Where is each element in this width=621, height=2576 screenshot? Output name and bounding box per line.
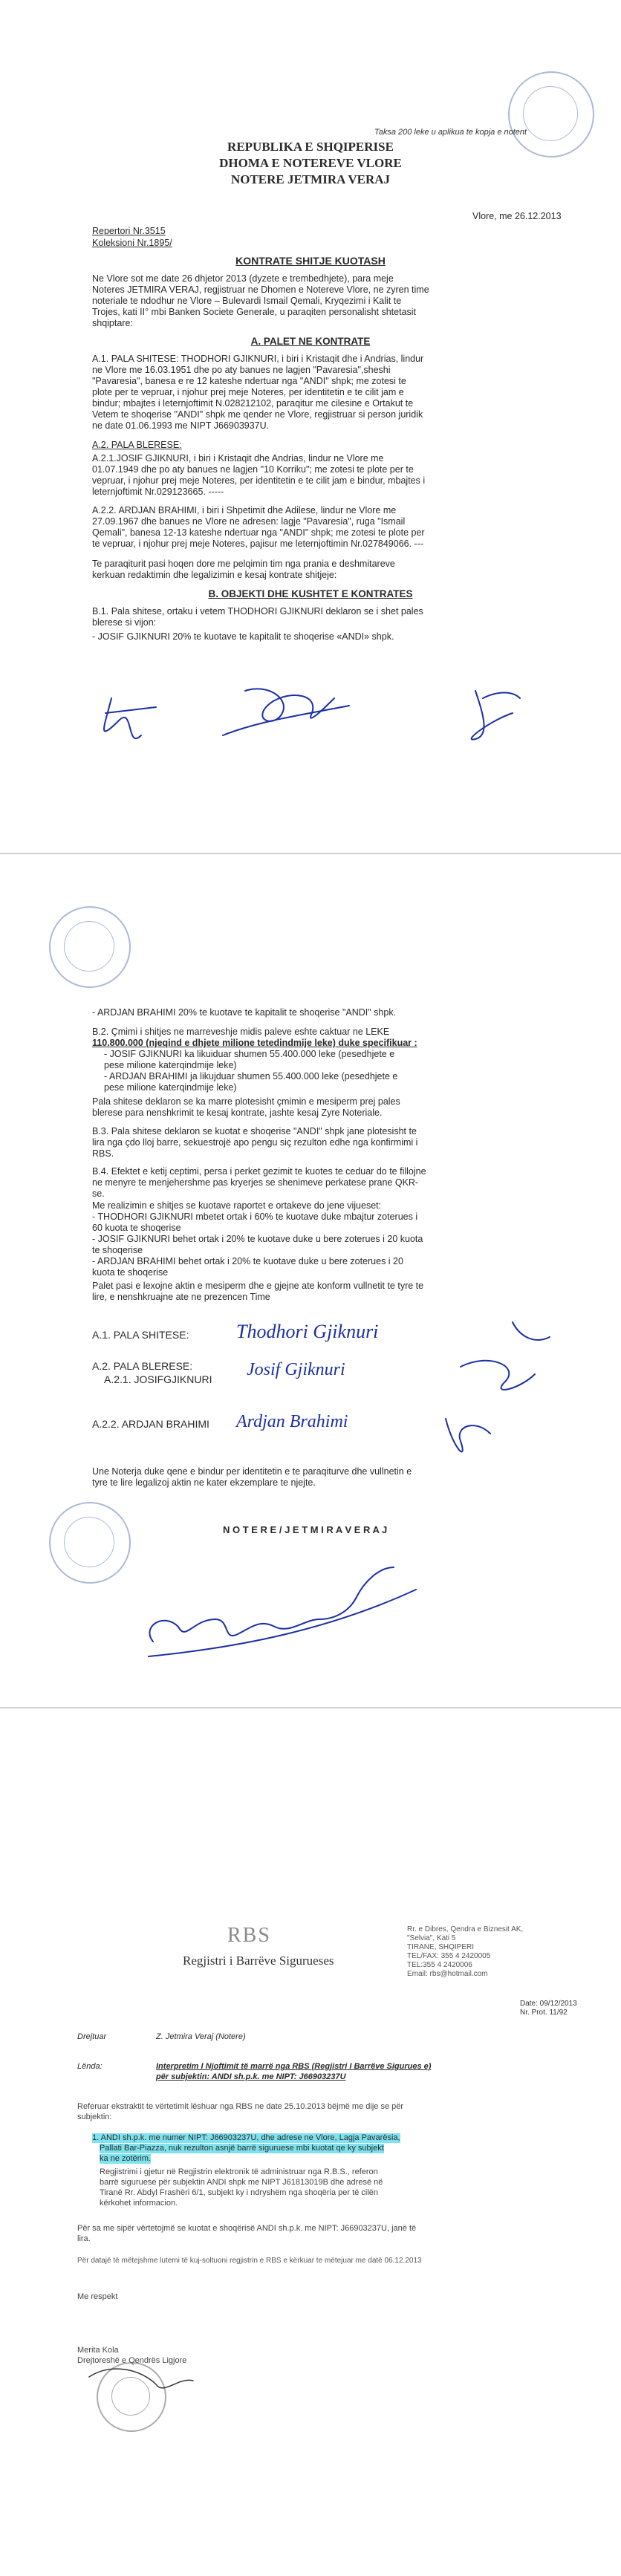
signatures-page-1 xyxy=(0,669,621,758)
sign-label-buyer: A.2. PALA BLERESE: xyxy=(92,1360,193,1372)
letter-date: Date: 09/12/2013 xyxy=(520,2000,577,2008)
contract-title: KONTRATE SHITJE KUOTASH xyxy=(235,255,386,267)
signature-name-josif: Josif Gjiknuri xyxy=(247,1360,345,1379)
section-a-heading: A. PALET NE KONTRATE xyxy=(250,336,371,347)
notary-stamp-inner xyxy=(523,86,578,141)
header-line-2: DHOMA E NOTEREVE VLORE xyxy=(219,156,402,170)
signature-page-3 xyxy=(0,1708,621,2576)
subject-label: Lënda: xyxy=(77,2062,103,2071)
section-b-heading: B. OBJEKTI DHE KUSHTET E KONTRATES xyxy=(208,588,413,599)
notary-footer: N O T E R E / J E T M I R A V E R A J xyxy=(223,1524,388,1535)
document-page-3: RBS Regjistri i Barrëve Sigurueses Rr. e Dibres, Qendra e Biznesit AK, "Selvia", Kati 5 TIRANE, SHQIPERI TEL/FAX: 355 4 2420005 TEL:355 4 2420006 Email: rbs@hotmail.com Date: 09/12/2013 Nr. Prot. 11/92 Drejtuar Z. Jetmira Veraj (Notere) Lënda: Interpretim I Njoftimit të marrë nga RBS (Regjistri I Barrëve Sigurues e) për subjektin: ANDI sh.p.k. me NIPT: J66903237U Referuar ekstraktit te vërtetimit lëshuar nga RBS ne date 25.10.2013 bëjmë me dije se për subjektin: 1. ANDI sh.p.k. me numer NIPT: J66903237U, dhe adrese ne Vlore, Lagja Pavarësia, Pallati Bar-Piazza, nuk rezulton asnjë barrë siguruese mbi kuotat qe ky subjekt ka ne zotërim. Regjistrimi i gjetur në Regjistrin elektronik të administruar nga R.B.S., referon barrë siguruese për subjektin ANDI shpk me NIPT J61813019B dhe adresë në Tiranë Rr. Abdyl Frashëri 6/1, subjekt ky i ndryshëm nga shoqëria per të cilën kërkohet informacion. Për sa me sipër vërtetojmë se kuotat e shoqërisë ANDI sh.p.k. me NIPT: J66903237U, janë të lira. Për datajë të mëtejshme lutemi të kuj-soltuoni regjistrin e RBS e kërkuar te mëtejuar me datë 06.12.2013 Me respekt Merita Kola Drejtoreshë e Qendrës Ligjore xyxy=(0,1708,621,2576)
rbs-logo-text: RBS xyxy=(227,1924,271,1947)
signer-name: Merita Kola xyxy=(77,2346,119,2355)
rbs-name: Regjistri i Barrëve Sigurueses xyxy=(183,1954,334,1968)
header-line-3: NOTERE JETMIRA VERAJ xyxy=(230,172,391,186)
document-page-1: Taksa 200 leke u aplikua te kopja e notent REPUBLIKA E SHQIPERISE DHOMA E NOTEREVE VLORE NOTERE JETMIRA VERAJ Vlore, me 26.12.2013 Repertori Nr.3515 Koleksioni Nr.1895/ KONTRATE SHITJE KUOTASH Ne Vlore sot me date 26 dhjetor 2013 (dyzete e trembedhjete), para meje Noteres JETMIRA VERAJ, regjistruar ne Dhomen e Notereve Vlore, ne zyren time noteriale te ndodhur ne Vlore – Bulevardi Ismail Qemali, Kryqezimi i Kalit te Trojes, kati II° mbi Banken Societe Generale, u paraqiten personalisht shtetasit shqiptare: A. PALET NE KONTRATE A.1. PALA SHITESE: THODHORI GJIKNURI, i biri i Kristaqit dhe i Andrias, lindur ne Vlore me 16.03.1951 dhe po aty banues ne lagjen "Pavaresia",sheshi "Pavaresia", banesa e re 12 kateshe ndertuar nga "ANDI" shpk; me zotesi te plote per te vepruar, i njohur prej meje Noteres, per identitetin e te cilit jam e bindur; mbajtes i leternjoftimit N.028212102, paraqitur me cilesine e Ortakut te Vetem te shoqerise "ANDI" shpk me qender ne Vlore, regjistruar si person juridik ne date 01.06.1993 me NIPT J66903937U. A.2. PALA BLERESE: A.2.1.JOSIF GJIKNURI, i biri i Kristaqit dhe Andrias, lindur ne Vlore me 01.07.1949 dhe po aty banues ne lagjen "10 Korriku"; me zotesi te plote per te vepruar, i njohur prej meje Noteres, per identitetin e te cilit jam e bindur, mbajtes i leternjoftimit Nr.029123665. ----- A.2.2. ARDJAN BRAHIMI, i biri i Shpetimit dhe Adilese, lindur ne Vlore me 27.09.1967 dhe banues ne Vlore ne adresen: lagje "Pavaresia", ruga "Ismail Qemali", banesa 12-13 kateshe ndertuar nga "ANDI" shpk; me zotesi te plote per te vepruar, i njohur prej meje Noteres, pajisur me leternjoftimin Nr.027849066. --- Te paraqiturit pasi hoqen dore me pelqimin tim nga prania e deshmitareve kerkuan redaktimin dhe legalizimin e kesaj kontrate shitjeje: B. OBJEKTI DHE KUSHTET E KONTRATES B.1. Pala shitese, ortaku i vetem THODHORI GJIKNURI deklaron se i shet pales blerese si vijon: - JOSIF GJIKNURI 20% te kuotave te kapitalit te shoqerise «ANDI» shpk. xyxy=(0,0,621,854)
subject-line-2: për subjektin: ANDI sh.p.k. me NIPT: J66903237U xyxy=(156,2072,346,2081)
signer-title: Drejtoreshë e Qendrës Ligjore xyxy=(77,2356,187,2365)
header-line-1: REPUBLIKA E SHQIPERISE xyxy=(227,140,394,154)
tax-note: Taksa 200 leke u aplikua te kopja e notent xyxy=(374,128,527,137)
koleksioni: Koleksioni Nr.1895/ xyxy=(92,238,172,248)
sign-label-seller: A.1. PALA SHITESE: xyxy=(92,1329,189,1341)
closing-respect: Me respekt xyxy=(77,2292,118,2301)
buyers-heading: A.2. PALA BLERESE: xyxy=(92,440,182,450)
document-page-2: - ARDJAN BRAHIMI 20% te kuotave te kapitalit te shoqerise "ANDI" shpk. B.2. Çmimi i shitjes ne marreveshje midis paleve eshte caktuar ne LEKE 110.800.000 (njeqind e dhjete milione tetedindmije leke) duke specifikuar : - JOSIF GJIKNURI ka likuiduar shumen 55.400.000 leke (pesedhjete e pese milione katerqindmije leke) - ARDJAN BRAHIMI ja likujduar shumen 55.400.000 leke (pesedhjete e pese milione katerqindmije leke) Pala shitese deklaron se ka marre plotesisht çmimin e mesiperm prej pales blerese para nenshkrimit te kesaj kontrate, jashte kesaj Zyre Noteriale. B.3. Pala shitese deklaron se kuotat e shoqerise "ANDI" shpk jane plotesisht te lira nga çdo lloj barre, sekuestrojë apo pengu siç rezulton edhe nga konfirmimi i RBS. B.4. Efektet e ketij ceptimi, persa i perket gezimit te kuotes te ceduar do te fillojne ne menyre te menjehershme pas kryerjes se shenimeve perkatese prane QKR- se. Me realizimin e shitjes se kuotave raportet e ortakeve do jene vijueset: - THODHORI GJIKNURI mbetet ortak i 60% te kuotave duke mbajtur zoterues i 60 kuota te shoqerise - JOSIF GJIKNURI behet ortak i 20% te kuotave duke u bere zoterues i 20 kuota te shoqerise - ARDJAN BRAHIMI behet ortak i 20% te kuotave duke u bere zoterues i 20 kuota te shoqerise Palet pasi e lexojne aktin e mesiperm dhe e gjejne ate konform vullnetit te tyre te lire, e nenshkruajne ate ne prezencen Time A.1. PALA SHITESE: A.2. PALA BLERESE: A.2.1. JOSIFGJIKNURI A.2.2. ARDJAN BRAHIMI Thodhori Gjiknuri Josif Gjiknuri Ardjan Brahimi Une Noterja duke qene e bindur per identitetin e te paraqiturve dhe vullnetin e tyre te lire legalizoj aktin ne kater ekzemplare te njejte. N O T E R E / J E T M I R A V E R A J xyxy=(0,854,621,1708)
place-date: Vlore, me 26.12.2013 xyxy=(472,211,562,221)
signature-name-ardjan: Ardjan Brahimi xyxy=(236,1412,348,1431)
update-note: Për datajë të mëtejshme lutemi të kuj-soltuoni regjistrin e RBS e kërkuar te mëtejuar me datë 06.12.2013 xyxy=(77,2257,422,2265)
addressee-value: Z. Jetmira Veraj (Notere) xyxy=(156,2032,246,2041)
addressee-label: Drejtuar xyxy=(77,2032,107,2041)
signature-name-thodhori: Thodhori Gjiknuri xyxy=(236,1321,379,1342)
signatures-page-2 xyxy=(0,854,621,1708)
sign-label-josif: A.2.1. JOSIFGJIKNURI xyxy=(104,1373,212,1385)
sign-label-ardjan: A.2.2. ARDJAN BRAHIMI xyxy=(92,1418,209,1430)
repertori: Repertori Nr.3515 xyxy=(92,226,166,236)
subject-line-1: Interpretim I Njoftimit të marrë nga RBS (Regjistri I Barrëve Sigurues e) xyxy=(156,2062,432,2071)
protocol-number: Nr. Prot. 11/92 xyxy=(520,2009,568,2017)
